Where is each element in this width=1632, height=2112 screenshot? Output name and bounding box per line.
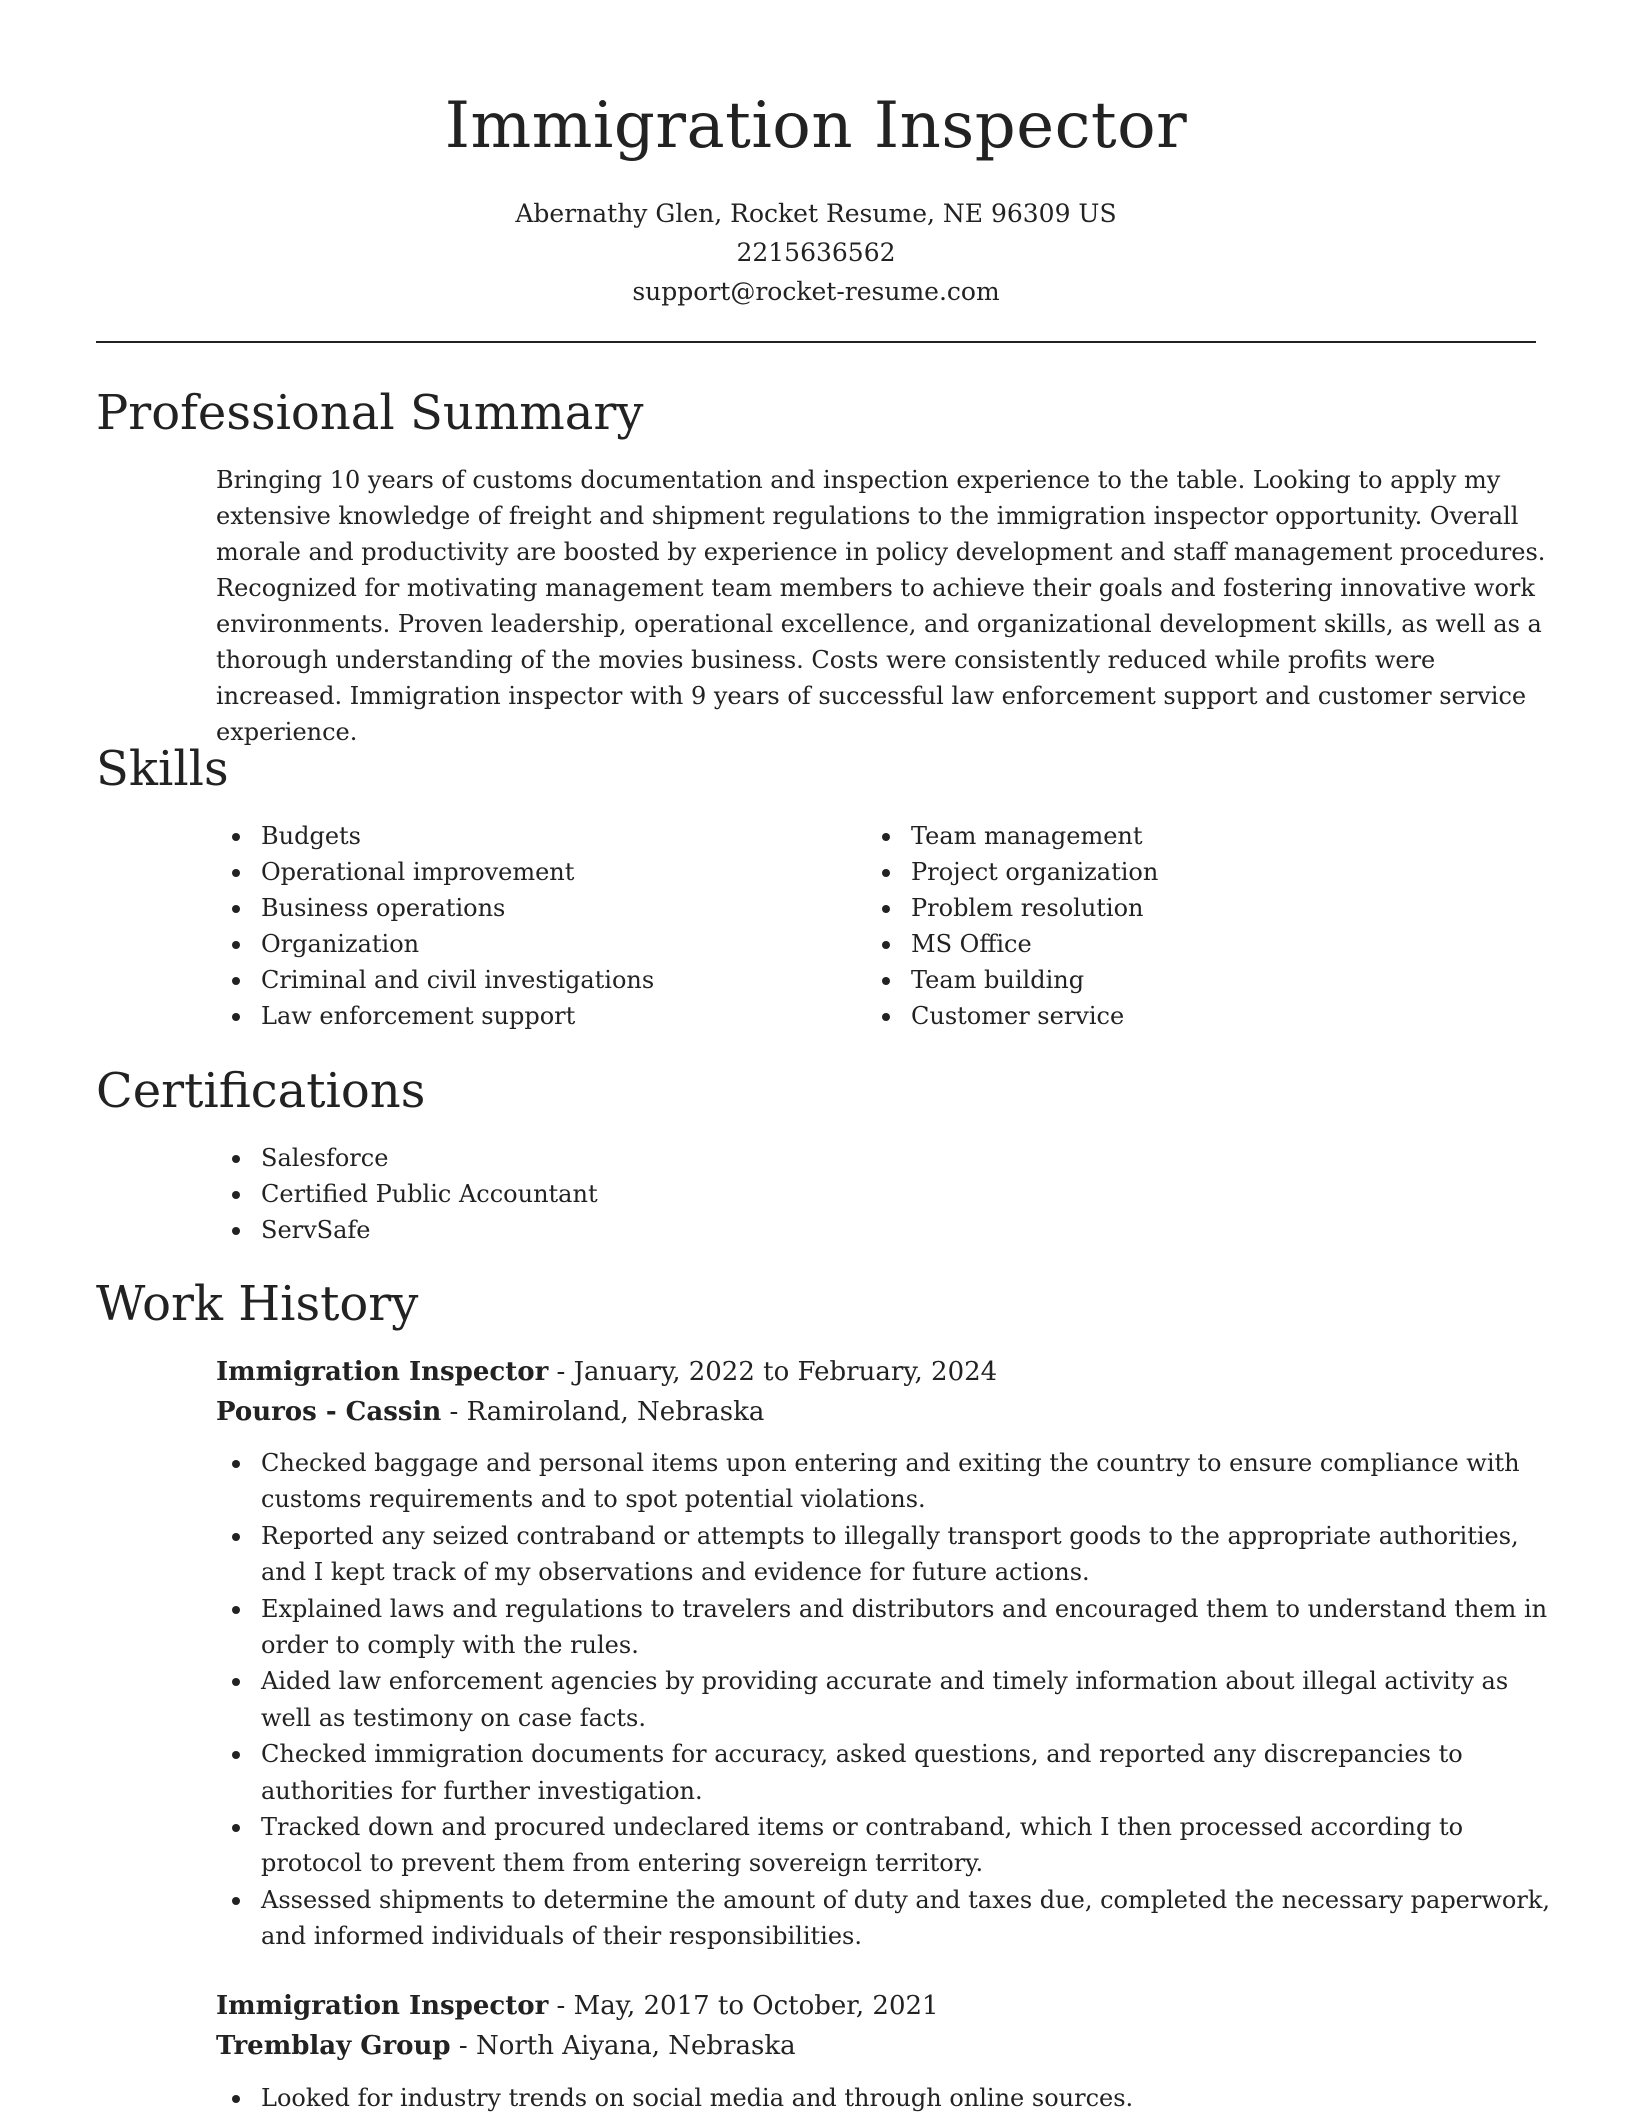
skill-item: Team management bbox=[866, 818, 1506, 854]
skill-item: Operational improvement bbox=[216, 854, 856, 890]
job-bullet: Reported any seized contraband or attempts to illegally transport goods to the appropriate authorities, and I kept track of my observations and evidence for future actions. bbox=[216, 1518, 1556, 1591]
contact-phone: 2215636562 bbox=[736, 238, 896, 267]
job-header bbox=[216, 1986, 939, 2066]
header-divider bbox=[96, 341, 1536, 343]
certification-item: Salesforce bbox=[216, 1140, 1116, 1176]
job-company: Tremblay Group bbox=[216, 2031, 451, 2061]
certification-item: ServSafe bbox=[216, 1212, 1116, 1248]
job-company-line bbox=[216, 1392, 997, 1432]
skill-item: Criminal and civil investigations bbox=[216, 962, 856, 998]
job-header bbox=[216, 1352, 997, 1432]
job-bullet: Assessed shipments to determine the amount of duty and taxes due, completed the necessary paperwork, and informed individuals of their responsibilities. bbox=[216, 1882, 1556, 1955]
contact-block bbox=[0, 194, 1632, 311]
job-company: Pouros - Cassin bbox=[216, 1397, 442, 1427]
job-bullet: Checked baggage and personal items upon entering and exiting the country to ensure compliance with customs requirements and to spot potential violations. bbox=[216, 1445, 1556, 1518]
certifications-list bbox=[216, 1140, 1116, 1248]
skill-item: Organization bbox=[216, 926, 856, 962]
job-company-line bbox=[216, 2026, 939, 2066]
skill-item: Team building bbox=[866, 962, 1506, 998]
candidate-name: Immigration Inspector bbox=[444, 89, 1188, 163]
work-history-heading: Work History bbox=[96, 1276, 419, 1332]
separator: - bbox=[441, 1397, 467, 1427]
job-location: Ramiroland, Nebraska bbox=[466, 1397, 765, 1427]
job-bullets bbox=[216, 2080, 1556, 2112]
contact-address: Abernathy Glen, Rocket Resume, NE 96309 US bbox=[515, 199, 1117, 228]
skill-item: Budgets bbox=[216, 818, 856, 854]
job-title-line bbox=[216, 1986, 939, 2026]
certification-item: Certified Public Accountant bbox=[216, 1176, 1116, 1212]
job-dates: January, 2022 to February, 2024 bbox=[573, 1357, 998, 1387]
skill-item: Customer service bbox=[866, 998, 1506, 1034]
skills-heading: Skills bbox=[96, 741, 229, 797]
job-bullet: Looked for industry trends on social media and through online sources. bbox=[216, 2080, 1556, 2112]
skills-list-right bbox=[866, 818, 1506, 1034]
separator: - bbox=[450, 2031, 476, 2061]
skill-item: Business operations bbox=[216, 890, 856, 926]
separator: - bbox=[548, 1357, 574, 1387]
skill-item: MS Office bbox=[866, 926, 1506, 962]
skill-item: Problem resolution bbox=[866, 890, 1506, 926]
job-title-line bbox=[216, 1352, 997, 1392]
job-bullet: Explained laws and regulations to travelers and distributors and encouraged them to understand them in order to comply with the rules. bbox=[216, 1591, 1556, 1664]
skills-list-left bbox=[216, 818, 856, 1034]
job-title: Immigration Inspector bbox=[216, 1357, 549, 1387]
skill-item: Project organization bbox=[866, 854, 1506, 890]
contact-email: support@rocket-resume.com bbox=[632, 277, 1000, 306]
job-bullets bbox=[216, 1445, 1556, 1955]
skill-item: Law enforcement support bbox=[216, 998, 856, 1034]
summary-text: Bringing 10 years of customs documentation and inspection experience to the table. Looking to apply my extensive knowledge of freight and shipment regulations to the immigration inspector opportunity. Overall morale and productivity are boosted by experience in policy development and staff management procedures. Recognized for motivating management team members to achieve their goals and fostering innovative work environments. Proven leadership, operational excellence, and organizational development skills, as well as a thorough understanding of the movies business. Costs were consistently reduced while profits were increased. Immigration inspector with 9 years of successful law enforcement support and customer service experience. bbox=[216, 466, 1546, 746]
resume-header bbox=[0, 0, 1632, 311]
job-bullet: Tracked down and procured undeclared items or contraband, which I then processed according to protocol to prevent them from entering sovereign territory. bbox=[216, 1809, 1556, 1882]
job-location: North Aiyana, Nebraska bbox=[475, 2031, 796, 2061]
summary-heading: Professional Summary bbox=[96, 385, 644, 441]
job-bullet: Checked immigration documents for accuracy, asked questions, and reported any discrepancies to authorities for further investigation. bbox=[216, 1736, 1556, 1809]
certifications-heading: Certifications bbox=[96, 1063, 426, 1119]
job-bullet: Aided law enforcement agencies by providing accurate and timely information about illegal activity as well as testimony on case facts. bbox=[216, 1663, 1556, 1736]
separator: - bbox=[548, 1991, 574, 2021]
job-dates: May, 2017 to October, 2021 bbox=[573, 1991, 939, 2021]
job-title: Immigration Inspector bbox=[216, 1991, 549, 2021]
